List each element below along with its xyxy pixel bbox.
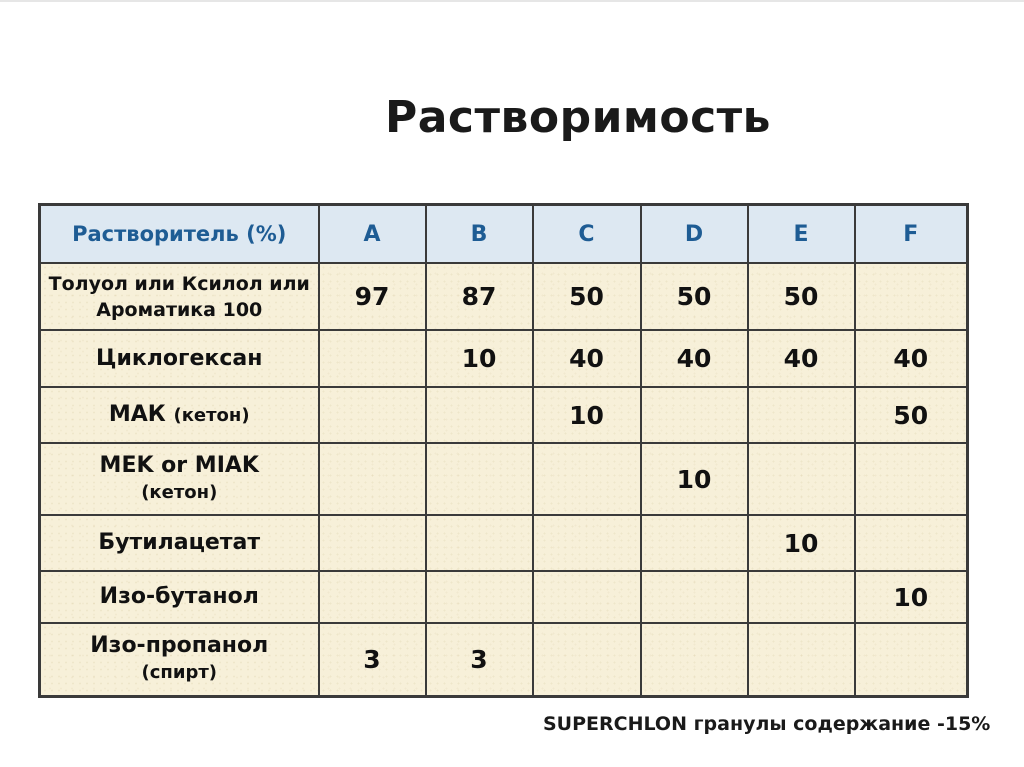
top-divider xyxy=(0,0,1024,2)
solvent-cell xyxy=(40,571,319,623)
value-cell-e: 10 xyxy=(748,515,855,571)
value-cell-d: 10 xyxy=(641,443,748,515)
header-col-a: A xyxy=(319,205,426,264)
solvent-cell xyxy=(40,330,319,387)
table-row xyxy=(40,443,968,515)
value-cell-c xyxy=(533,443,641,515)
value-cell-c xyxy=(533,515,641,571)
value-cell-e xyxy=(748,387,855,443)
value-cell-c xyxy=(533,623,641,696)
solvent-name-line1: Толуол или Ксилол или xyxy=(48,272,310,295)
solvent-name-suffix: (кетон) xyxy=(173,405,250,427)
solvent-name-line2: Ароматика 100 xyxy=(96,298,263,321)
value-cell-e xyxy=(748,443,855,515)
table-row xyxy=(40,571,968,623)
value-cell-b xyxy=(426,515,533,571)
value-cell-c: 50 xyxy=(533,263,641,330)
value-cell-f xyxy=(855,623,968,696)
value-cell-b: 3 xyxy=(426,623,533,696)
value-cell-a xyxy=(319,515,426,571)
table-row xyxy=(40,623,968,696)
solvent-name-line1: Изо-бутанол xyxy=(99,584,259,610)
value-cell-a: 97 xyxy=(319,263,426,330)
value-cell-d xyxy=(641,571,748,623)
solvent-cell xyxy=(40,623,319,696)
value-cell-d: 50 xyxy=(641,263,748,330)
value-cell-e xyxy=(748,571,855,623)
value-cell-e xyxy=(748,623,855,696)
value-cell-a xyxy=(319,571,426,623)
value-cell-c: 10 xyxy=(533,387,641,443)
solvent-name-line1: MEK or MIAK xyxy=(99,453,259,479)
value-cell-d xyxy=(641,515,748,571)
table-header-row xyxy=(40,205,968,264)
value-cell-e: 50 xyxy=(748,263,855,330)
solvent-name-line2: (кетон) xyxy=(141,482,218,503)
footnote: SUPERCHLON гранулы содержание -15% xyxy=(543,713,991,735)
value-cell-f xyxy=(855,443,968,515)
value-cell-b: 87 xyxy=(426,263,533,330)
value-cell-f: 40 xyxy=(855,330,968,387)
value-cell-e: 40 xyxy=(748,330,855,387)
header-col-d: D xyxy=(641,205,748,264)
table-row xyxy=(40,515,968,571)
solvent-cell xyxy=(40,515,319,571)
solvent-cell xyxy=(40,263,319,330)
value-cell-c: 40 xyxy=(533,330,641,387)
value-cell-b xyxy=(426,571,533,623)
header-col-e: E xyxy=(748,205,855,264)
solvent-name-line2: (спирт) xyxy=(141,662,217,684)
value-cell-b xyxy=(426,443,533,515)
header-col-f: F xyxy=(855,205,968,264)
value-cell-b xyxy=(426,387,533,443)
table-row xyxy=(40,387,968,443)
value-cell-d xyxy=(641,623,748,696)
value-cell-d: 40 xyxy=(641,330,748,387)
value-cell-f xyxy=(855,263,968,330)
value-cell-f: 10 xyxy=(855,571,968,623)
solubility-table xyxy=(38,203,969,698)
value-cell-d xyxy=(641,387,748,443)
slide-title: Растворимость xyxy=(384,92,772,143)
solvent-cell xyxy=(40,443,319,515)
solvent-name-line1: Изо-пропанол xyxy=(90,633,269,659)
value-cell-c xyxy=(533,571,641,623)
value-cell-a: 3 xyxy=(319,623,426,696)
solvent-name-line1: Циклогексан xyxy=(96,345,263,371)
solvent-name-line1: МАК xyxy=(108,402,166,428)
value-cell-f: 50 xyxy=(855,387,968,443)
header-col-c: C xyxy=(533,205,641,264)
solvent-cell xyxy=(40,387,319,443)
header-col-b: B xyxy=(426,205,533,264)
value-cell-a xyxy=(319,443,426,515)
value-cell-b: 10 xyxy=(426,330,533,387)
value-cell-a xyxy=(319,330,426,387)
value-cell-a xyxy=(319,387,426,443)
solvent-name-line1: Бутилацетат xyxy=(98,530,261,556)
header-solvent: Растворитель (%) xyxy=(40,205,319,264)
table-row xyxy=(40,263,968,330)
table-row xyxy=(40,330,968,387)
value-cell-f xyxy=(855,515,968,571)
